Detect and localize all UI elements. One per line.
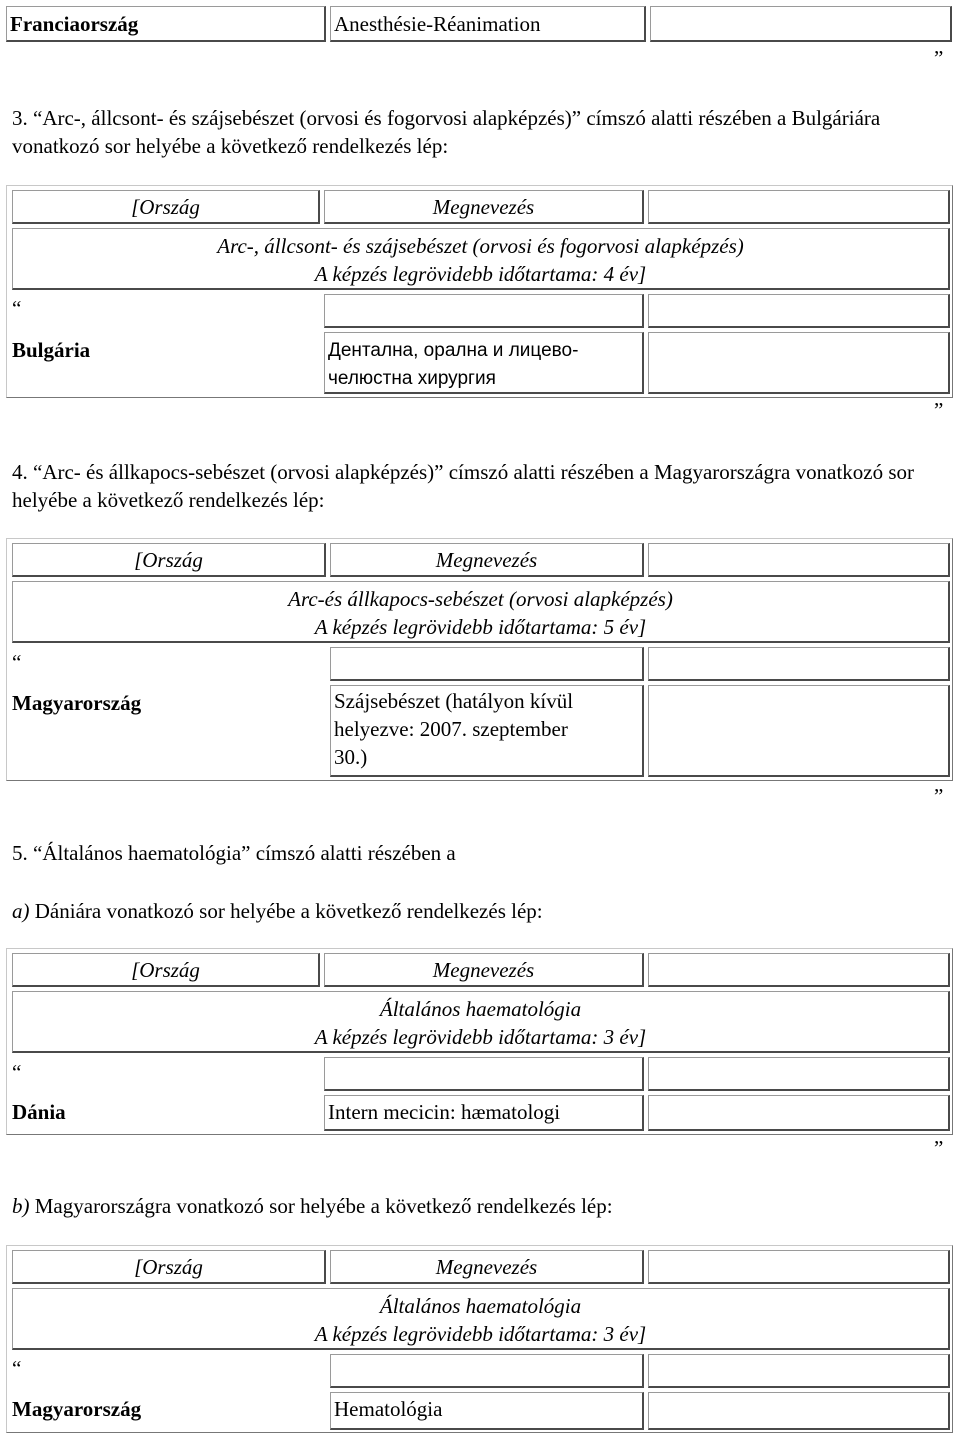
section4-blank-empty	[648, 647, 950, 681]
section5a-title-line2: A képzés legrövidebb időtartama: 3 év]	[314, 1025, 647, 1049]
section5b-header-name: Megnevezés	[330, 1250, 644, 1284]
section3-text: 3. “Arc-, állcsont- és szájsebészet (orvosi és fogorvosi alapképzés)” címszó alatti részében a Bulgáriára vonatkozó sor helyébe a következő rendelkezés lép:	[12, 106, 881, 158]
section3-country: Bulgária	[12, 338, 91, 362]
section4-entry-line3: 30.)	[334, 745, 368, 769]
section5a-close-quote: ”	[934, 1136, 944, 1160]
section5b-title-line1: Általános haematológia	[379, 1294, 582, 1318]
section5b-sentence: Magyarországra vonatkozó sor helyébe a következő rendelkezés lép:	[34, 1194, 613, 1218]
section5a-blank-name	[324, 1057, 644, 1091]
section3-blank-empty	[648, 294, 950, 328]
section5b-country: Magyarország	[12, 1397, 142, 1421]
section4-header-name: Megnevezés	[330, 543, 644, 577]
section5a-title-cell	[12, 991, 950, 1053]
section5b-title-line2: A képzés legrövidebb időtartama: 3 év]	[314, 1322, 647, 1346]
section4-blank-name	[330, 647, 644, 681]
section3-header-country: [Ország	[12, 190, 320, 224]
section5a-title-line1: Általános haematológia	[379, 997, 582, 1021]
section5b-header-empty	[648, 1250, 950, 1284]
section3-entry-line1: Дентална, орална и лицево-	[328, 340, 579, 361]
top-empty-cell	[650, 6, 952, 42]
section5a-sentence: Dániára vonatkozó sor helyébe a következő rendelkezés lép:	[34, 899, 543, 923]
section3-entry-cell	[324, 332, 644, 394]
section3-title-line1: Arc-, állcsont- és szájsebészet (orvosi és fogorvosi alapképzés)	[217, 234, 744, 258]
section5a-country: Dánia	[12, 1100, 66, 1124]
top-country-cell	[6, 6, 326, 42]
section5a-open-quote: “	[12, 1060, 22, 1084]
section3-open-quote: “	[12, 296, 22, 320]
top-country: Franciaország	[10, 12, 139, 36]
section4-open-quote: “	[12, 650, 22, 674]
section5a-text	[12, 897, 942, 925]
section5b-entry-empty	[648, 1392, 950, 1430]
section3-blank-name	[324, 294, 644, 328]
section4-title-line2: A képzés legrövidebb időtartama: 5 év]	[314, 615, 647, 639]
section5a-entry-cell	[324, 1095, 644, 1131]
section4-close-quote: ”	[934, 784, 944, 808]
section5-text: 5. “Általános haematológia” címszó alatti részében a	[12, 841, 456, 865]
section4-entry-empty	[648, 685, 950, 777]
section5a-entry-empty	[648, 1095, 950, 1131]
section5b-entry-cell	[330, 1392, 644, 1430]
section5a-blank-empty	[648, 1057, 950, 1091]
section3-title-cell	[12, 228, 950, 290]
section4-country: Magyarország	[12, 691, 142, 715]
top-name-cell	[330, 6, 646, 42]
section3-header-name: Megnevezés	[324, 190, 644, 224]
section4-text: 4. “Arc- és állkapocs-sebészet (orvosi alapképzés)” címszó alatti részében a Magyarországra vonatkozó sor helyébe a következő rendelkezés lép:	[12, 460, 915, 512]
section5a-entry: Intern mecicin: hæmatologi	[328, 1100, 561, 1124]
section3-header-empty	[648, 190, 950, 224]
section4-header-country: [Ország	[12, 543, 326, 577]
top-name: Anesthésie-Réanimation	[334, 12, 541, 36]
section5b-text	[12, 1192, 942, 1220]
section5b-header-country: [Ország	[12, 1250, 326, 1284]
section5a-marker: a)	[12, 899, 30, 923]
section3-entry-line2: челюстна хирургия	[328, 368, 496, 389]
section3-title-line2: A képzés legrövidebb időtartama: 4 év]	[314, 262, 647, 286]
section3-close-quote: ”	[934, 398, 944, 422]
section5b-entry: Hematológia	[334, 1397, 443, 1421]
section4-header-empty	[648, 543, 950, 577]
section5a-header-name: Megnevezés	[324, 953, 644, 987]
section5b-title-cell	[12, 1288, 950, 1350]
section5b-marker: b)	[12, 1194, 30, 1218]
section5b-blank-empty	[648, 1354, 950, 1388]
section5a-header-country: [Ország	[12, 953, 320, 987]
section5a-header-empty	[648, 953, 950, 987]
section4-entry-line2: helyezve: 2007. szeptember	[334, 717, 568, 741]
section4-title-line1: Arc-és állkapocs-sebészet (orvosi alapképzés)	[288, 587, 673, 611]
closing-quote: ”	[934, 46, 944, 70]
section5b-blank-name	[330, 1354, 644, 1388]
section5b-open-quote: “	[12, 1356, 22, 1380]
section4-title-cell	[12, 581, 950, 643]
section4-entry-cell	[330, 685, 644, 777]
section4-entry-line1: Szájsebészet (hatályon kívül	[334, 689, 574, 713]
section3-entry-empty	[648, 332, 950, 394]
